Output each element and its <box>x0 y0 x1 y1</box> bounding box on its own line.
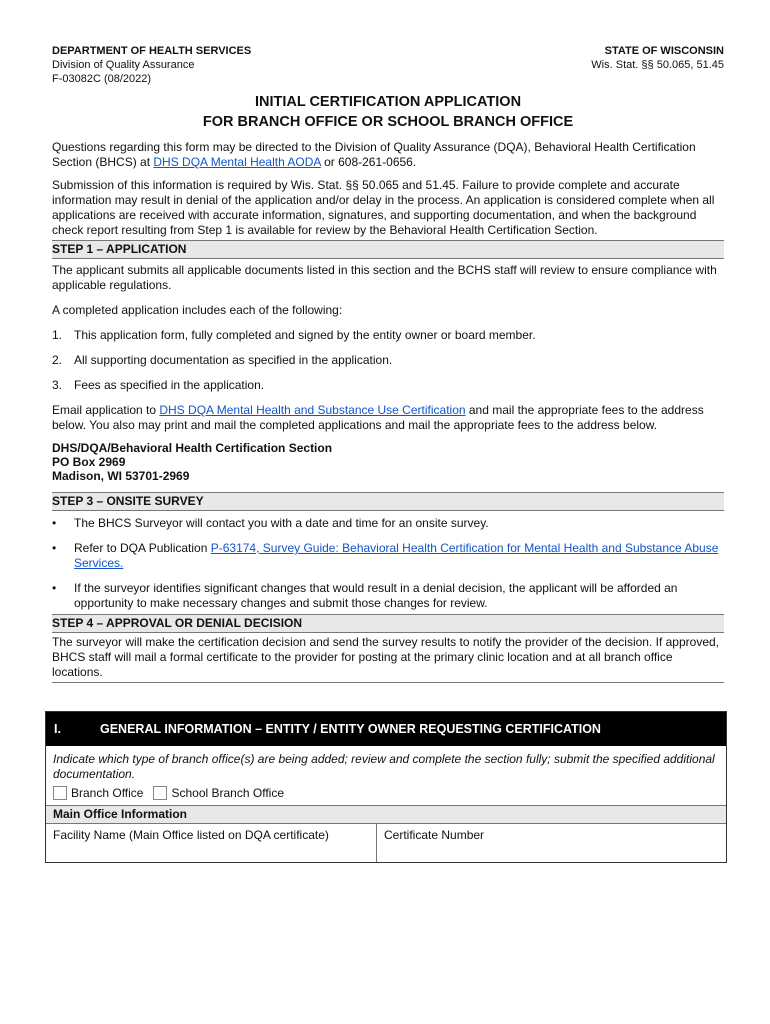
questions-text: Questions regarding this form may be directed to the Division of Quality Assurance (DQA), Behavioral Health Certification Section (BHCS) at <box>52 140 696 169</box>
section-general-information <box>45 711 727 863</box>
section-number: I. <box>54 722 61 736</box>
list-text: All supporting documentation as specified in the application. <box>74 353 393 367</box>
statute-reference: Wis. Stat. §§ 50.065, 51.45 <box>591 59 724 71</box>
state-name: STATE OF WISCONSIN <box>604 45 724 57</box>
list-item <box>52 353 724 368</box>
dqa-mental-health-link[interactable]: DHS DQA Mental Health AODA <box>153 155 321 169</box>
certificate-number-field[interactable] <box>377 824 726 862</box>
bullet-text: The BHCS Surveyor will contact you with a date and time for an onsite survey. <box>74 516 489 530</box>
section-body <box>46 746 726 805</box>
bullet-item <box>52 516 724 531</box>
submission-paragraph: Submission of this information is required by Wis. Stat. §§ 50.065 and 51.45. Failure to provide complete and accurate information may result in denial of the application and/or delay in the process. An application is considered complete when all applications are received with accurate information, signatures, and supporting documentation, and when the background check report resulting from Step 1 is available for review by the Behavioral Health Certification Section. <box>52 178 715 237</box>
bullet-icon: • <box>52 516 57 530</box>
title-line-2: FOR BRANCH OFFICE OR SCHOOL BRANCH OFFICE <box>202 114 574 130</box>
address-line: Madison, WI 53701-2969 <box>52 469 190 483</box>
bullet-text: If the surveyor identifies significant changes that would result in a denial decision, the applicant will be afforded an opportunity to make necessary changes and submit those changes for review. <box>74 581 678 610</box>
branch-office-option[interactable] <box>53 786 143 800</box>
list-number: 2. <box>52 353 63 367</box>
bullet-item <box>52 581 724 611</box>
questions-paragraph <box>52 140 724 170</box>
survey-guide-link[interactable]: P-63174, Survey Guide: Behavioral Health Certification for Mental Health and Substance Abuse Services. <box>74 541 719 570</box>
form-header <box>52 44 724 86</box>
divider <box>52 682 724 683</box>
email-text-rest: and mail the appropriate fees to the address below. You also may print and mail the completed applications and mail the appropriate fees to the address below. <box>52 403 704 432</box>
main-office-row <box>46 824 726 862</box>
certificate-number-label: Certificate Number <box>384 828 485 842</box>
list-number: 3. <box>52 378 63 392</box>
email-paragraph <box>52 403 724 433</box>
section-instructions: Indicate which type of branch office(s) are being added; review and complete the section fully; submit the specified additional documentation. <box>53 752 715 781</box>
bullet-icon: • <box>52 581 57 595</box>
step-4-text: The surveyor will make the certification decision and send the survey results to notify the provider of the decision. If approved, BHCS staff will mail a formal certificate to the provider for posting at the primary clinic location and at all branch office locations. <box>52 635 720 679</box>
address-line: DHS/DQA/Behavioral Health Certification Section <box>52 441 333 455</box>
list-text: This application form, fully completed and signed by the entity owner or board member. <box>74 328 536 342</box>
main-office-heading: Main Office Information <box>46 805 726 824</box>
bullet-text: Refer to DQA Publication <box>74 541 211 555</box>
step-1-list-intro: A completed application includes each of the following: <box>52 303 343 317</box>
section-header <box>46 712 726 746</box>
facility-name-label: Facility Name (Main Office listed on DQA certificate) <box>53 828 329 842</box>
office-type-options <box>53 785 719 801</box>
form-title <box>52 92 724 132</box>
title-line-1: INITIAL CERTIFICATION APPLICATION <box>254 94 522 110</box>
mailing-address <box>52 441 724 483</box>
department-name: DEPARTMENT OF HEALTH SERVICES <box>52 45 252 57</box>
step-1-intro: The applicant submits all applicable documents listed in this section and the BCHS staff will review to ensure compliance with applicable regulations. <box>52 263 717 292</box>
email-text: Email application to <box>52 403 160 417</box>
list-number: 1. <box>52 328 63 342</box>
bullet-icon: • <box>52 541 57 555</box>
step-4-heading: STEP 4 – APPROVAL OR DENIAL DECISION <box>52 614 724 633</box>
school-branch-office-checkbox[interactable] <box>153 786 167 800</box>
mental-health-certification-link[interactable]: DHS DQA Mental Health and Substance Use Certification <box>159 403 466 417</box>
step-3-heading: STEP 3 – ONSITE SURVEY <box>52 492 724 511</box>
list-item <box>52 378 724 393</box>
branch-office-label: Branch Office <box>71 786 144 800</box>
questions-phone: or 608-261-0656. <box>320 155 417 169</box>
facility-name-field[interactable] <box>46 824 377 862</box>
form-id: F-03082C (08/2022) <box>52 73 152 85</box>
address-line: PO Box 2969 <box>52 455 126 469</box>
form-page <box>52 44 724 683</box>
step-1-heading: STEP 1 – APPLICATION <box>52 240 724 259</box>
list-item <box>52 328 724 343</box>
school-branch-office-label: School Branch Office <box>171 786 284 800</box>
school-branch-office-option[interactable] <box>153 786 284 800</box>
division-name: Division of Quality Assurance <box>52 59 195 71</box>
section-title: GENERAL INFORMATION – ENTITY / ENTITY OWNER REQUESTING CERTIFICATION <box>100 722 601 736</box>
branch-office-checkbox[interactable] <box>53 786 67 800</box>
list-text: Fees as specified in the application. <box>74 378 265 392</box>
bullet-item <box>52 541 724 571</box>
